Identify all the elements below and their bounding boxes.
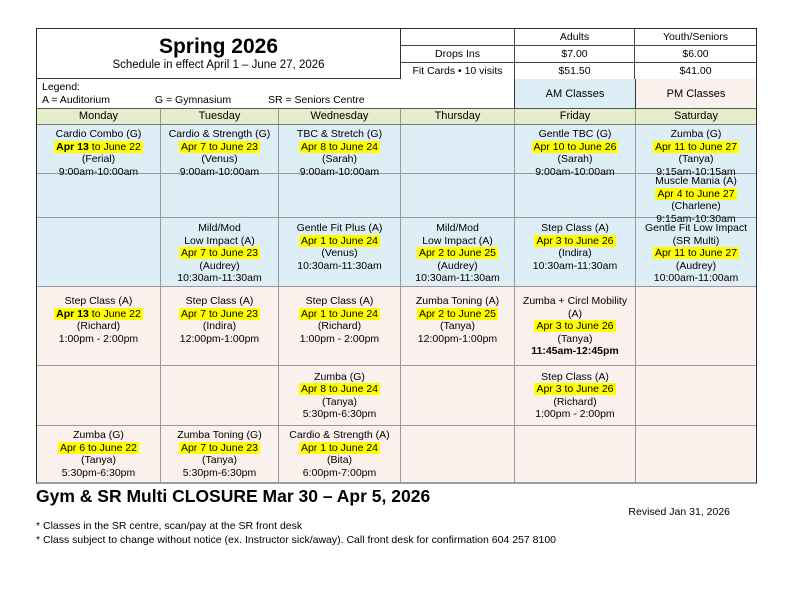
price-fitcards-youth: $41.00: [635, 63, 756, 79]
class-instructor: (Audrey): [199, 259, 240, 272]
class-time: 5:30pm-6:30pm: [182, 466, 257, 479]
schedule-row: [37, 125, 756, 178]
schedule-row: [37, 366, 756, 426]
class-time: 1:00pm - 2:00pm: [299, 332, 380, 345]
class-instructor: (Tanya): [557, 332, 593, 345]
class-name: Step Class (A): [541, 222, 609, 234]
empty-cell: [515, 426, 636, 482]
day-header-friday: Friday: [515, 109, 636, 124]
price-label-dropins: Drops Ins: [401, 46, 514, 62]
class-time: 6:00pm-7:00pm: [302, 466, 377, 479]
empty-cell: [161, 366, 279, 425]
class-date-line: [279, 442, 400, 455]
class-name: Cardio & Strength (G): [168, 128, 271, 140]
class-instructor: (Tanya): [439, 320, 475, 332]
legend-item-auditorium: A = Auditorium: [42, 94, 110, 106]
date-range-highlight: Apr 4 to June 27: [657, 187, 735, 200]
date-range-highlight: Apr 1 to June 24: [300, 441, 379, 454]
class-cell: [37, 287, 161, 365]
class-name: Zumba (G): [314, 370, 365, 383]
class-cell: [636, 218, 756, 286]
class-cell: [401, 287, 515, 365]
closure-notice: Gym & SR Multi CLOSURE Mar 30 – Apr 5, 2026: [36, 486, 431, 506]
schedule-row: [37, 218, 756, 287]
date-range-highlight: Apr 2 to June 25: [418, 247, 497, 259]
class-name: Zumba Toning (G): [177, 429, 262, 441]
class-cell: [279, 218, 401, 286]
class-instructor: (Venus): [321, 247, 358, 259]
class-date-line: [161, 308, 278, 321]
class-time: 5:30pm-6:30pm: [61, 466, 136, 479]
class-time: 10:30am-11:30am: [297, 259, 382, 272]
footnote-subject-to-change: * Class subject to change without notice (ex. Instructor sick/away). Call front desk for confirmation 604 257 8100: [36, 534, 557, 546]
class-date-line: [636, 141, 756, 154]
class-time: 9:00am-10:00am: [179, 165, 260, 178]
class-time: 10:30am-11:30am: [532, 259, 618, 272]
class-instructor: (Richard): [317, 320, 362, 332]
class-date-line: [161, 141, 278, 154]
class-cell: [161, 287, 279, 365]
class-date-line: [515, 235, 635, 248]
date-range-highlight: Apr 8 to June 24: [300, 140, 379, 153]
class-cell: [515, 218, 636, 286]
date-range-highlight: Apr 7 to June 23: [180, 140, 259, 153]
day-header-saturday: Saturday: [673, 110, 719, 122]
date-range-highlight: Apr 13 to June 22: [56, 307, 141, 320]
price-header-youth: Youth/Seniors: [635, 29, 756, 45]
class-cell: [161, 125, 279, 178]
price-corner-cell: [401, 29, 514, 45]
class-cell: [515, 287, 636, 365]
class-instructor: (Richard): [76, 320, 121, 332]
class-date-line: [37, 442, 160, 455]
day-header-thursday: Thursday: [401, 109, 515, 124]
date-range-highlight: Apr 3 to June 26: [536, 234, 614, 247]
class-instructor: (Bita): [326, 454, 353, 466]
class-time: 9:00am-10:00am: [299, 165, 380, 178]
schedule-sheet: [36, 28, 757, 484]
legend-row: [37, 79, 756, 109]
class-cell: [37, 125, 161, 178]
revised-date: Revised Jan 31, 2026: [628, 506, 730, 518]
price-dropins-youth: $6.00: [635, 46, 756, 62]
date-range-highlight: Apr 10 to June 26: [533, 140, 617, 153]
class-cell: [636, 125, 756, 178]
empty-cell: [37, 218, 161, 286]
date-range-highlight: Apr 6 to June 22: [59, 441, 138, 454]
footnote-sr-centre: * Classes in the SR centre, scan/pay at the SR front desk: [36, 520, 303, 532]
empty-cell: [636, 287, 756, 365]
class-time: 10:00am-11:00am: [653, 272, 739, 284]
price-dropins-adults: $7.00: [515, 46, 634, 62]
schedule-row: [37, 426, 756, 482]
date-range-highlight: Apr 1 to June 24: [300, 307, 379, 320]
class-cell: [279, 366, 401, 425]
class-name: Step Class (A): [305, 295, 374, 307]
class-instructor: (Venus): [201, 153, 238, 165]
class-cell: [161, 218, 279, 286]
class-name: Zumba + Circl Mobility: [522, 295, 628, 307]
class-cell: [401, 218, 515, 286]
class-date-line: [37, 308, 160, 321]
class-time: 9:15am-10:30am: [656, 212, 736, 225]
class-time: 10:30am-11:30am: [177, 272, 262, 284]
class-instructor: (Sarah): [321, 153, 357, 165]
class-time: 5:30pm-6:30pm: [302, 408, 377, 420]
date-range-highlight: Apr 11 to June 27: [654, 140, 738, 153]
class-date-line: [279, 383, 400, 396]
empty-cell: [401, 125, 515, 178]
class-name: TBC & Stretch (G): [296, 128, 383, 140]
class-date-line: [279, 308, 400, 321]
am-classes-key: AM Classes: [515, 79, 636, 108]
class-time: 12:00pm-1:00pm: [179, 332, 260, 345]
class-date-line: [515, 383, 635, 396]
legend: [37, 79, 515, 108]
class-instructor: (Richard): [553, 395, 597, 408]
schedule-row: [37, 287, 756, 366]
class-name: Gentle Fit Low Impact: [644, 222, 748, 234]
legend-items: [42, 94, 514, 107]
class-date-line: [515, 320, 635, 333]
class-date-line: [279, 235, 400, 248]
class-time: 12:00pm-1:00pm: [417, 332, 498, 345]
class-instructor: (Sarah): [557, 153, 593, 165]
class-date-line: [636, 247, 756, 260]
class-name: Gentle TBC (G): [538, 128, 612, 140]
class-name: Cardio & Strength (A): [289, 429, 390, 441]
date-range-highlight: Apr 7 to June 23: [180, 247, 259, 259]
day-header-tuesday: Tuesday: [161, 109, 279, 124]
class-name: Step Class (A): [541, 370, 609, 383]
class-name: Gentle Fit Plus (A): [296, 222, 383, 234]
date-range-highlight: Apr 13 to June 22: [56, 140, 141, 153]
class-instructor: (Tanya): [80, 454, 116, 466]
class-time: 9:00am-10:00am: [535, 165, 615, 178]
class-time: 1:00pm - 2:00pm: [535, 408, 615, 420]
class-instructor: (Ferial): [81, 153, 116, 165]
class-cell: [279, 287, 401, 365]
class-instructor: (Audrey): [437, 259, 478, 272]
class-time: 11:45am-12:45pm: [531, 345, 619, 357]
date-range-highlight: Apr 7 to June 23: [180, 307, 259, 320]
class-name: Mild/Mod: [436, 222, 479, 234]
class-date-line: [401, 247, 514, 260]
schedule-grid: [37, 125, 756, 482]
class-name: (SR Multi): [672, 234, 720, 247]
class-cell: [279, 125, 401, 178]
price-fitcards-adults: $51.50: [515, 63, 634, 79]
class-instructor: (Tanya): [321, 395, 357, 408]
class-date-line: [515, 141, 635, 154]
price-table: [401, 29, 756, 78]
class-name: Low Impact (A): [184, 234, 255, 247]
date-range-highlight: Apr 11 to June 27: [654, 247, 738, 259]
class-instructor: (Audrey): [675, 259, 717, 272]
class-instructor: (Tanya): [678, 153, 714, 165]
class-instructor: (Tanya): [201, 454, 237, 466]
price-label-fitcards: Fit Cards • 10 visits: [401, 63, 514, 79]
empty-cell: [636, 426, 756, 482]
class-cell: [37, 426, 161, 482]
class-date-line: [401, 308, 514, 321]
class-date-line: [161, 442, 278, 455]
class-cell: [161, 426, 279, 482]
class-name: Step Class (A): [185, 295, 254, 307]
class-cell: [515, 366, 636, 425]
class-date-line: [279, 141, 400, 154]
legend-item-gymnasium: G = Gymnasium: [154, 94, 232, 106]
class-name: Mild/Mod: [198, 222, 241, 234]
class-instructor: (Charlene): [671, 200, 721, 212]
pm-classes-key: PM Classes: [636, 79, 756, 108]
date-range-highlight: Apr 7 to June 23: [180, 441, 259, 454]
class-time: 10:30am-11:30am: [415, 272, 500, 284]
date-range-highlight: Apr 2 to June 25: [418, 307, 497, 320]
class-time: 9:15am-10:15am: [656, 165, 736, 178]
class-instructor: (Indira): [558, 247, 592, 259]
class-name: Zumba Toning (A): [415, 295, 500, 307]
legend-item-seniors-centre: SR = Seniors Centre: [268, 94, 365, 106]
class-name: (A): [568, 307, 582, 320]
empty-cell: [37, 366, 161, 425]
class-cell: [515, 125, 636, 178]
class-time: 9:00am-10:00am: [58, 165, 139, 178]
class-time: 1:00pm - 2:00pm: [58, 332, 139, 345]
class-date-line: [636, 188, 756, 201]
class-name: Low Impact (A): [422, 234, 493, 247]
class-name: Cardio Combo (G): [55, 128, 142, 140]
schedule-row: [37, 174, 756, 225]
class-name: Muscle Mania (A): [655, 175, 737, 187]
date-range-highlight: Apr 8 to June 24: [300, 383, 379, 395]
page-title: Spring 2026: [158, 35, 279, 58]
day-header-row: [37, 109, 756, 125]
empty-cell: [636, 366, 756, 425]
class-name: Zumba (G): [670, 128, 722, 140]
date-range-highlight: Apr 3 to June 26: [536, 383, 614, 395]
class-date-line: [161, 247, 278, 260]
class-cell: [279, 426, 401, 482]
price-header-adults: Adults: [515, 29, 634, 45]
class-name: Zumba (G): [73, 429, 124, 441]
class-date-line: [37, 141, 160, 154]
title-block: [37, 29, 401, 78]
top-row: [37, 29, 756, 79]
empty-cell: [401, 366, 515, 425]
day-header-wednesday: Wednesday: [279, 109, 401, 124]
class-instructor: (Indira): [202, 320, 237, 332]
date-range-highlight: Apr 3 to June 26: [536, 320, 614, 332]
date-range-highlight: Apr 1 to June 24: [300, 234, 379, 247]
class-name: Step Class (A): [64, 295, 133, 307]
empty-cell: [401, 426, 515, 482]
legend-heading: Legend:: [42, 81, 80, 93]
day-header-monday: Monday: [37, 109, 161, 124]
page-subtitle: Schedule in effect April 1 – June 27, 2026: [112, 59, 325, 71]
